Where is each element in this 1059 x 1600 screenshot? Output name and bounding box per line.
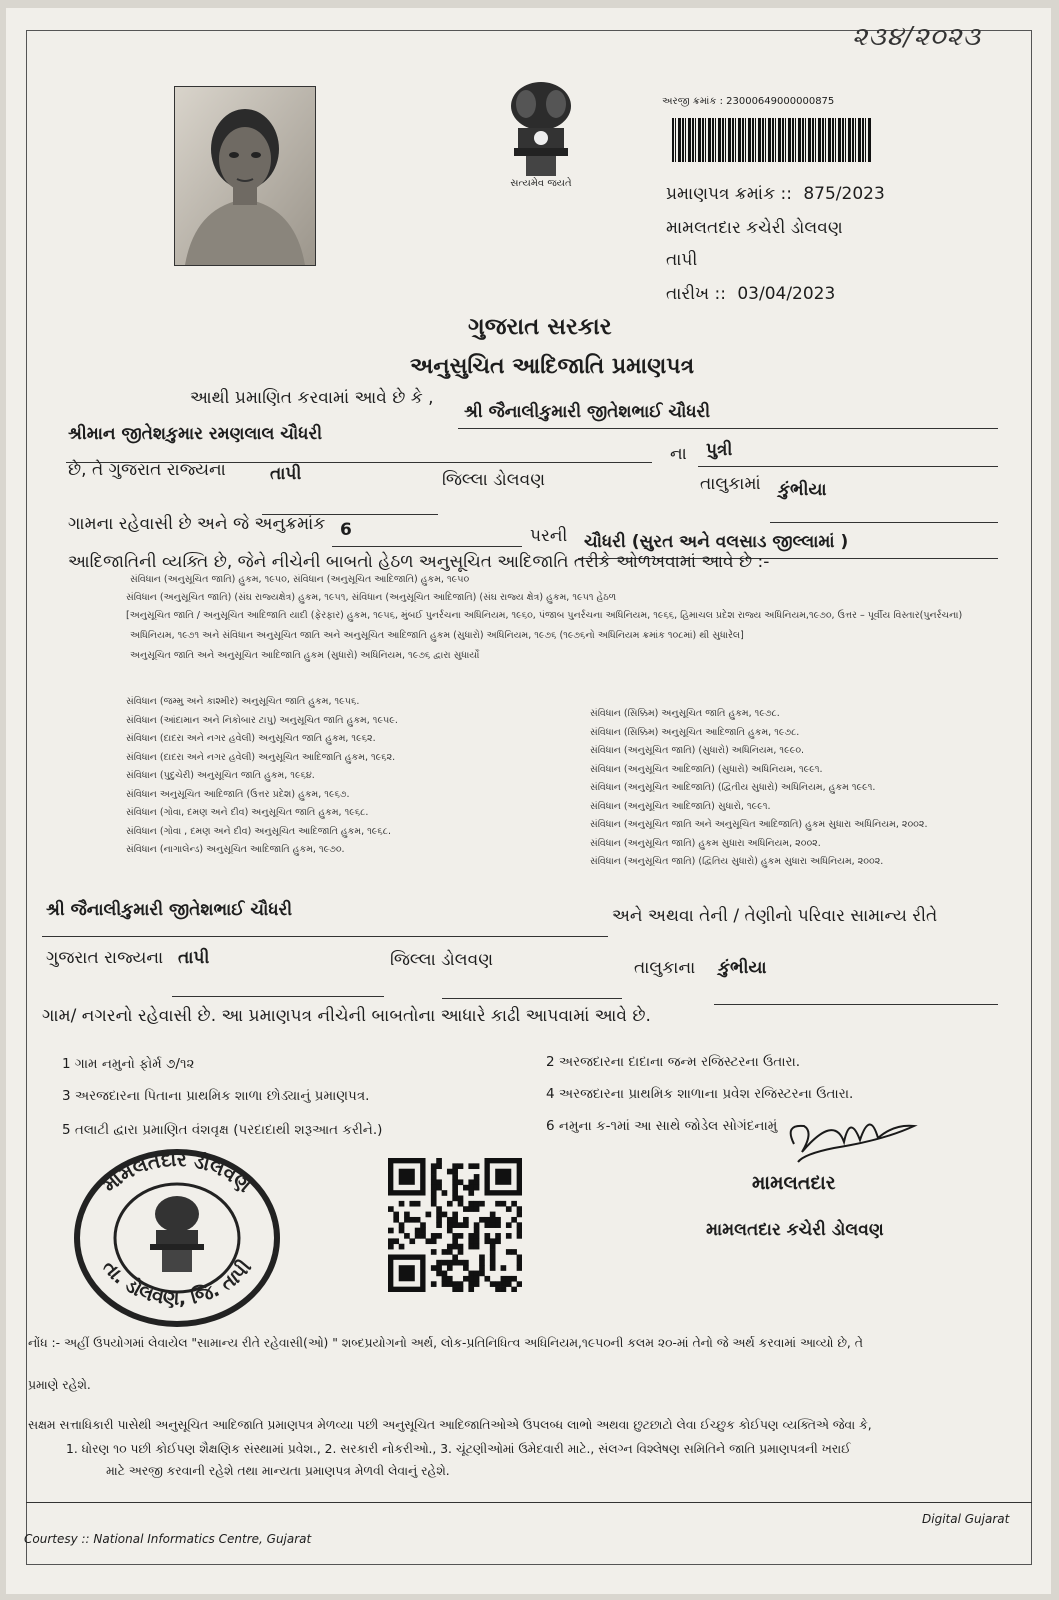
application-no-label: અરજી ક્રમાંક xyxy=(662,96,717,107)
family-name: શ્રી જૈનાલીકુમારી જીતેશભાઈ ચૌધરી xyxy=(46,900,293,920)
ashoka-emblem xyxy=(496,76,586,196)
constitution-left-item: સંવિધાન (આંદામાન અને નિકોબાર ટાપુ) અનુસૂચિત જાતિ હુકમ, ૧૯૫૯. xyxy=(126,714,398,726)
constitution-intro-line: અનુસૂચિત જાતિ અને અનુસૂચિત આદિજાતિ હુકમ (સુધારો) અધિનિયમ, ૧૯૭૬ દ્વારા સુધાર્યો xyxy=(130,650,480,661)
certificate-no-label: પ્રમાણપત્ર ક્રમાંક :: xyxy=(666,184,792,204)
taluka-label: તાલુકામાં xyxy=(700,474,761,494)
tribe-text: આદિજાતિની વ્યક્તિ છે, જેને નીચેની બાબતો હેઠળ અનુસૂચિત આદિજાતિ તરીકે ઓળખવામાં આવે છે :- xyxy=(68,552,770,572)
constitution-right-item: સંવિધાન (અનુસૂચિત જાતિ) (સુધારો) અધિનિયમ, ૧૯૯૦. xyxy=(590,745,805,756)
footer-brand: Digital Gujarat xyxy=(922,1512,1010,1526)
document-item: 1 ગામ નમુનો ફોર્મ ૭/૧૨ xyxy=(62,1056,195,1072)
tribe: ચૌધરી (સુરત અને વલસાડ જીલ્લામાં ) xyxy=(584,532,849,552)
document-item: 2 અરજદારના દાદાના જન્મ રજિસ્ટરના ઉતારા. xyxy=(546,1054,801,1070)
constitution-right-item: સંવિધાન (અનુસૂચિત જાતિ અને અનુસૂચિત આદિજાતિ) હુકમ સુધારા અધિનિયમ, ૨૦૦૨. xyxy=(590,819,928,830)
note-line: માટે અરજી કરવાની રહેશે તથા માન્યતા પ્રમાણપત્ર મેળવી લેવાનું રહેશે. xyxy=(106,1464,450,1478)
seal-bottom-text: તા. ડોલવણ, જિ. તાપી xyxy=(98,1256,257,1310)
issue-date-value: 03/04/2023 xyxy=(737,284,836,304)
document-item: 3 અરજદારના પિતાના પ્રાથમિક શાળા છોડ્યાનું પ્રમાણપત્ર. xyxy=(62,1088,370,1104)
note-line: નોંધ :- અહીં ઉપયોગમાં લેવાયેલ "સામાન્ય રીતે રહેવાસી(ઓ) " શબ્દપ્રયોગનો અર્થ, લોક-પ્રતિનિધિત્વ અધિનિયમ,૧૯૫૦ની કલમ ૨૦-માં તેનો જે અર્થ કરવામાં આવ્યો છે, તે xyxy=(28,1336,863,1350)
constitution-right-item: સંવિધાન (અનુસૂચિત જાતિ) (દ્વિતિય સુધારો) હુકમ સુધારા અધિનિયમ, ૨૦૦૨. xyxy=(590,856,884,867)
relation: પુત્રી xyxy=(706,440,733,460)
constitution-intro-line: અધિનિયમ, ૧૯૭૧ અને સંવિધાન અનુસૂચિત જાતિ અને અનુસૂચિત આદિજાતિ હુકમ (સુધારો) અધિનિયમ, ૧૯૭૬ (૧૯૭૬નો અધિનિયમ ક્રમાંક ૧૦૮માં) થી સુધારેલ] xyxy=(130,630,744,641)
certificate-title: અનુસુચિત આદિજાતિ પ્રમાણપત્ર xyxy=(410,354,695,379)
issue-date-label: તારીખ :: xyxy=(666,284,726,304)
constitution-intro-line: [અનુસૂચિત જાતિ / અનુસૂચિત આદિજાતિ યાદી (ફેરફાર) હુકમ, ૧૯૫૬, મુંબઈ પુનર્રચના અધિનિયમ, ૧૯૬૦, પંજાબ પુનર્રચના અધિનિયમ, ૧૯૬૬, હિમાચલ પ્રદેશ રાજ્ય અધિનિયમ,૧૯૭૦, ઉત્તર – પૂર્વીય વિસ્તાર(પુનર્રચના) xyxy=(126,610,963,621)
constitution-right-item: સંવિધાન (અનુસૂચિત આદિજાતિ) (સુધારો) અધિનિયમ, ૧૯૯૧. xyxy=(590,763,823,775)
parni-label: પરની xyxy=(530,526,568,546)
district-value: તાપી xyxy=(270,464,302,484)
certify-label: આથી પ્રમાણિત કરવામાં આવે છે કે , xyxy=(190,388,434,408)
family-state-label: ગુજરાત રાજ્યના xyxy=(46,948,164,968)
qr-code xyxy=(388,1158,522,1292)
constitution-right-item: સંવિધાન (અનુસૂચિત જાતિ) હુકમ સુધારા અધિનિયમ, ૨૦૦૨. xyxy=(590,837,821,849)
certificate-no xyxy=(666,184,885,204)
family-district-value: તાપી xyxy=(178,948,210,968)
constitution-right-item: સંવિધાન (અનુસૂચિત આદિજાતિ) સુધારો, ૧૯૯૧. xyxy=(590,800,771,812)
document-item: 4 અરજદારના પ્રાથમિક શાળાના પ્રવેશ રજિસ્ટરના ઉતારા. xyxy=(546,1086,854,1102)
family-taluka-label: તાલુકાના xyxy=(634,958,696,978)
constitution-left-item: સંવિધાન (નાગાલેન્ડ) અનુસૂચિત આદિજાતિ હુકમ, ૧૯૭૦. xyxy=(126,844,345,855)
applicant-name: શ્રી જૈનાલીકુમારી જીતેશભાઈ ચૌધરી xyxy=(464,402,711,422)
constitution-intro-line: સંવિધાન (અનુસૂચિત જાતિ) (સંઘ રાજ્યક્ષેત્ર) હુકમ, ૧૯૫૧, સંવિધાન (અનુસૂચિત આદિજાતિ) (સંઘ રાજ્ય ક્ષેત્ર) હુકમ, ૧૯૫૧ હેઠળ xyxy=(126,592,617,603)
document-item: 6 નમુના ક-૧માં આ સાથે જોડેલ સોગંદનામું xyxy=(546,1118,778,1134)
constitution-left-item: સંવિધાન અનુસૂચિત આદિજાતિ (ઉત્તર પ્રદેશ) હુકમ, ૧૯૬૭. xyxy=(126,788,350,800)
emblem-motto: સત્યમેવ જયતે xyxy=(510,178,572,189)
certificate-paper xyxy=(6,8,1051,1594)
district-label: જિલ્લા ડોલવણ xyxy=(442,470,546,490)
signatory-title: મામલતદાર xyxy=(752,1172,836,1194)
note-line: સક્ષમ સત્તાધિકારી પાસેથી અનુસૂચિત આદિજાતિ પ્રમાણપત્ર મેળવ્યા પછી અનુસૂચિત આદિજાતિઓએ ઉપલબ્ધ લાભો અથવા છુટછાટો લેવા ઈચ્છુક કોઈપણ વ્યક્તિએ જેવા કે, xyxy=(28,1418,872,1432)
constitution-left-item: સંવિધાન (જમ્મુ અને કાશ્મીર) અનુસૂચિત જાતિ હુકમ, ૧૯૫૬. xyxy=(126,696,360,707)
na-label: ના xyxy=(670,444,687,464)
handwritten-number: ૨૩૪/૨૦૨૩ xyxy=(852,22,981,52)
village: કુંભીયા xyxy=(778,480,827,500)
constitution-right-item: સંવિધાન (સિક્કિમ) અનુસૂચિત જાતિ હુકમ, ૧૯૭૮. xyxy=(590,708,780,719)
issuing-district: તાપી xyxy=(666,250,698,270)
application-no-value: 23000649000000875 xyxy=(726,96,835,107)
issuing-office: મામલતદાર કચેરી ડોલવણ xyxy=(666,218,843,238)
constitution-left-item: સંવિધાન (ગોવા, દમણ અને દીવ) અનુસૂચિત જાતિ હુકમ, ૧૯૬૮. xyxy=(126,807,369,818)
footer-courtesy: Courtesy :: National Informatics Centre, Gujarat xyxy=(24,1532,312,1546)
constitution-left-item: સંવિધાન (પુદુચેરી) અનુસૂચિત જાતિ હુકમ, ૧૯૬૪. xyxy=(126,770,315,781)
family-village: કુંભીયા xyxy=(718,958,767,978)
resident-label: ગામના રહેવાસી છે અને જે અનુક્રમાંક xyxy=(68,514,326,534)
constitution-left-item: સંવિધાન (ગોવા , દમણ અને દીવ) અનુસૂચિત આદિજાતિ હુકમ, ૧૯૬૮. xyxy=(126,825,391,837)
barcode xyxy=(672,118,872,162)
note-line: પ્રમાણે રહેશે. xyxy=(28,1378,91,1392)
seal-top-text: મામલતદાર ડોલવણ xyxy=(98,1148,256,1197)
constitution-intro-line: સંવિધાન (અનુસૂચિત જાતિ) હુકમ, ૧૯૫૦, સંવિધાન (અનુસૂચિત આદિજાતિ) હુકમ, ૧૯૫૦ xyxy=(130,574,470,585)
government-title: ગુજરાત સરકાર xyxy=(468,314,612,340)
basis-text: ગામ/ નગરનો રહેવાસી છે. આ પ્રમાણપત્ર નીચેની બાબતોના આધારે કાઢી આપવામાં આવે છે. xyxy=(42,1006,651,1026)
official-seal xyxy=(72,1148,282,1328)
constitution-right-item: સંવિધાન (અનુસૂચિત આદિજાતિ) (દ્વિતીય સુધારો) અધિનિયમ, હુકમ ૧૯૯૧. xyxy=(590,782,876,793)
applicant-photo xyxy=(174,86,316,266)
application-no: અરજી ક્રમાંક : 23000649000000875 xyxy=(662,96,835,107)
note-line: 1. ધોરણ ૧૦ પછી કોઈપણ શૈક્ષણિક સંસ્થામાં પ્રવેશ., 2. સરકારી નોકરીઓ., 3. ચૂંટણીઓમાં ઉમેદવારી માટે., સંલગ્ન વિશ્લેષણ સમિતિને જાતિ પ્રમાણપત્રની ખરાઈ xyxy=(66,1442,851,1456)
signatory-office: મામલતદાર કચેરી ડોલવણ xyxy=(706,1220,884,1240)
signature xyxy=(774,1104,924,1174)
document-item: 5 તલાટી દ્વારા પ્રમાણિત વંશવૃક્ષ (પરદાદાથી શરૂઆત કરીને.) xyxy=(62,1122,383,1138)
constitution-right-item: સંવિધાન (સિક્કિમ) અનુસૂચિત આદિજાતિ હુકમ, ૧૯૭૮. xyxy=(590,726,800,738)
father-name: શ્રીમાન જીતેશકુમાર રમણલાલ ચૌધરી xyxy=(68,424,323,444)
svg-text:મામલતદાર ડોલવણ xyxy=(99,1149,256,1197)
state-label: છે, તે ગુજરાત રાજ્યના xyxy=(68,460,226,480)
family-text: અને અથવા તેની / તેણીનો પરિવાર સામાન્ય રીતે xyxy=(612,906,938,926)
issue-date xyxy=(666,284,835,304)
certificate-no-value: 875/2023 xyxy=(803,184,885,204)
constitution-left-item: સંવિધાન (દાદરા અને નગર હવેલી) અનુસૂચિત જાતિ હુકમ, ૧૯૬૨. xyxy=(126,733,376,744)
family-district-label: જિલ્લા ડોલવણ xyxy=(390,950,494,970)
constitution-left-item: સંવિધાન (દાદરા અને નગર હવેલી) અનુસૂચિત આદિજાતિ હુકમ, ૧૯૬૨. xyxy=(126,751,396,763)
serial-no: 6 xyxy=(340,520,352,540)
